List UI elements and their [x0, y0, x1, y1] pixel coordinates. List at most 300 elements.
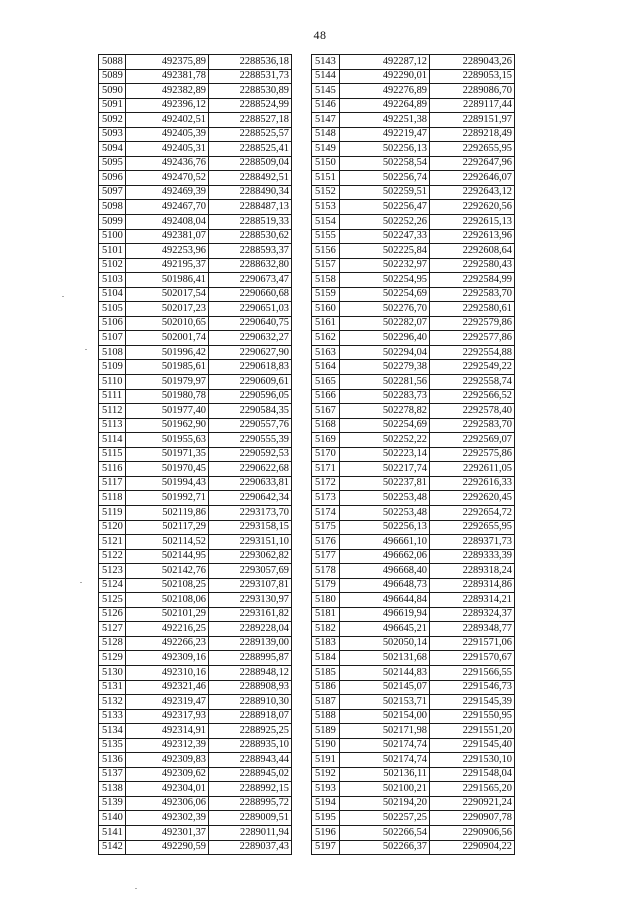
y-coordinate-cell: 2290660,68 [209, 287, 292, 302]
point-number-cell: 5184 [312, 651, 340, 666]
y-coordinate-cell: 2288945,02 [209, 767, 292, 782]
table-row [99, 258, 292, 273]
x-coordinate-cell: 501971,35 [126, 447, 209, 462]
x-coordinate-cell: 501994,43 [126, 476, 209, 491]
x-coordinate-cell: 492408,04 [126, 215, 209, 230]
table-row [312, 665, 515, 680]
x-coordinate-cell: 496648,73 [340, 578, 430, 593]
x-coordinate-cell: 492405,39 [126, 127, 209, 142]
table-row [99, 753, 292, 768]
y-coordinate-cell: 2288531,73 [209, 69, 292, 84]
table-row [312, 767, 515, 782]
point-number-cell: 5176 [312, 535, 340, 550]
x-coordinate-cell: 502117,29 [126, 520, 209, 535]
point-number-cell: 5186 [312, 680, 340, 695]
x-coordinate-cell: 492436,76 [126, 156, 209, 171]
table-row [312, 709, 515, 724]
y-coordinate-cell: 2291566,55 [430, 665, 515, 680]
y-coordinate-cell: 2288935,10 [209, 738, 292, 753]
y-coordinate-cell: 2292613,96 [430, 229, 515, 244]
point-number-cell: 5161 [312, 316, 340, 331]
x-coordinate-cell: 492381,07 [126, 229, 209, 244]
x-coordinate-cell: 501979,97 [126, 375, 209, 390]
point-number-cell: 5156 [312, 244, 340, 259]
table-row [312, 520, 515, 535]
y-coordinate-cell: 2289009,51 [209, 811, 292, 826]
point-number-cell: 5114 [99, 433, 126, 448]
x-coordinate-cell: 502136,11 [340, 767, 430, 782]
table-row [99, 796, 292, 811]
x-coordinate-cell: 492317,93 [126, 709, 209, 724]
x-coordinate-cell: 502237,81 [340, 476, 430, 491]
y-coordinate-cell: 2292584,99 [430, 273, 515, 288]
table-row [99, 505, 292, 520]
table-row [99, 564, 292, 579]
point-number-cell: 5196 [312, 825, 340, 840]
table-row [312, 98, 515, 113]
point-number-cell: 5116 [99, 462, 126, 477]
x-coordinate-cell: 502258,54 [340, 156, 430, 171]
table-row [99, 302, 292, 317]
point-number-cell: 5088 [99, 55, 126, 70]
y-coordinate-cell: 2288530,62 [209, 229, 292, 244]
y-coordinate-cell: 2289139,00 [209, 636, 292, 651]
y-coordinate-cell: 2289324,37 [430, 607, 515, 622]
table-row [99, 593, 292, 608]
point-number-cell: 5115 [99, 447, 126, 462]
point-number-cell: 5171 [312, 462, 340, 477]
point-number-cell: 5145 [312, 84, 340, 99]
point-number-cell: 5166 [312, 389, 340, 404]
y-coordinate-cell: 2290904,22 [430, 840, 515, 855]
point-number-cell: 5149 [312, 142, 340, 157]
table-row [99, 535, 292, 550]
x-coordinate-cell: 502119,86 [126, 505, 209, 520]
point-number-cell: 5092 [99, 113, 126, 128]
x-coordinate-cell: 492216,25 [126, 622, 209, 637]
point-number-cell: 5154 [312, 215, 340, 230]
point-number-cell: 5137 [99, 767, 126, 782]
y-coordinate-cell: 2290592,53 [209, 447, 292, 462]
table-row [99, 680, 292, 695]
x-coordinate-cell: 502001,74 [126, 331, 209, 346]
x-coordinate-cell: 492467,70 [126, 200, 209, 215]
point-number-cell: 5129 [99, 651, 126, 666]
table-row [312, 636, 515, 651]
point-number-cell: 5191 [312, 753, 340, 768]
point-number-cell: 5147 [312, 113, 340, 128]
point-number-cell: 5127 [99, 622, 126, 637]
y-coordinate-cell: 2289053,15 [430, 69, 515, 84]
y-coordinate-cell: 2289371,73 [430, 535, 515, 550]
point-number-cell: 5188 [312, 709, 340, 724]
y-coordinate-cell: 2292620,56 [430, 200, 515, 215]
point-number-cell: 5125 [99, 593, 126, 608]
table-row [312, 840, 515, 855]
point-number-cell: 5197 [312, 840, 340, 855]
y-coordinate-cell: 2292611,05 [430, 462, 515, 477]
y-coordinate-cell: 2289314,21 [430, 593, 515, 608]
table-row [99, 520, 292, 535]
x-coordinate-cell: 501955,63 [126, 433, 209, 448]
x-coordinate-cell: 502266,54 [340, 825, 430, 840]
point-number-cell: 5106 [99, 316, 126, 331]
point-number-cell: 5175 [312, 520, 340, 535]
point-number-cell: 5160 [312, 302, 340, 317]
point-number-cell: 5148 [312, 127, 340, 142]
point-number-cell: 5187 [312, 695, 340, 710]
x-coordinate-cell: 501970,45 [126, 462, 209, 477]
x-coordinate-cell: 492469,39 [126, 185, 209, 200]
table-row [99, 811, 292, 826]
table-row [99, 316, 292, 331]
y-coordinate-cell: 2288487,13 [209, 200, 292, 215]
x-coordinate-cell: 492382,89 [126, 84, 209, 99]
x-coordinate-cell: 502257,25 [340, 811, 430, 826]
y-coordinate-cell: 2289348,77 [430, 622, 515, 637]
y-coordinate-cell: 2293062,82 [209, 549, 292, 564]
table-row [99, 113, 292, 128]
table-row [99, 273, 292, 288]
table-row [312, 331, 515, 346]
point-number-cell: 5090 [99, 84, 126, 99]
table-row [312, 171, 515, 186]
table-row [312, 651, 515, 666]
x-coordinate-cell: 502108,06 [126, 593, 209, 608]
y-coordinate-cell: 2293161,82 [209, 607, 292, 622]
x-coordinate-cell: 496619,94 [340, 607, 430, 622]
x-coordinate-cell: 492253,96 [126, 244, 209, 259]
table-row [312, 549, 515, 564]
point-number-cell: 5101 [99, 244, 126, 259]
table-row [312, 782, 515, 797]
x-coordinate-cell: 496645,21 [340, 622, 430, 637]
point-number-cell: 5185 [312, 665, 340, 680]
y-coordinate-cell: 2292549,22 [430, 360, 515, 375]
y-coordinate-cell: 2290921,24 [430, 796, 515, 811]
table-row [312, 535, 515, 550]
table-row [312, 433, 515, 448]
table-row [99, 447, 292, 462]
table-row [312, 55, 515, 70]
y-coordinate-cell: 2292583,70 [430, 287, 515, 302]
point-number-cell: 5136 [99, 753, 126, 768]
y-coordinate-cell: 2289011,94 [209, 825, 292, 840]
point-number-cell: 5124 [99, 578, 126, 593]
point-number-cell: 5096 [99, 171, 126, 186]
table-row [99, 375, 292, 390]
point-number-cell: 5172 [312, 476, 340, 491]
point-number-cell: 5150 [312, 156, 340, 171]
x-coordinate-cell: 502256,47 [340, 200, 430, 215]
x-coordinate-cell: 492264,89 [340, 98, 430, 113]
point-number-cell: 5117 [99, 476, 126, 491]
point-number-cell: 5158 [312, 273, 340, 288]
table-row [312, 287, 515, 302]
table-row [99, 69, 292, 84]
table-row [312, 607, 515, 622]
y-coordinate-cell: 2291570,67 [430, 651, 515, 666]
table-row [312, 622, 515, 637]
x-coordinate-cell: 502171,98 [340, 724, 430, 739]
table-row [312, 113, 515, 128]
point-number-cell: 5089 [99, 69, 126, 84]
x-coordinate-cell: 502194,20 [340, 796, 430, 811]
table-row [312, 302, 515, 317]
x-coordinate-cell: 492287,12 [340, 55, 430, 70]
x-coordinate-cell: 502252,26 [340, 215, 430, 230]
y-coordinate-cell: 2291530,10 [430, 753, 515, 768]
table-row [312, 273, 515, 288]
point-number-cell: 5182 [312, 622, 340, 637]
y-coordinate-cell: 2289037,43 [209, 840, 292, 855]
scan-speck [85, 349, 87, 350]
y-coordinate-cell: 2288995,87 [209, 651, 292, 666]
x-coordinate-cell: 492309,83 [126, 753, 209, 768]
x-coordinate-cell: 502017,23 [126, 302, 209, 317]
y-coordinate-cell: 2292654,72 [430, 505, 515, 520]
table-row [99, 665, 292, 680]
point-number-cell: 5190 [312, 738, 340, 753]
table-row [312, 156, 515, 171]
x-coordinate-cell: 496661,10 [340, 535, 430, 550]
point-number-cell: 5128 [99, 636, 126, 651]
y-coordinate-cell: 2288992,15 [209, 782, 292, 797]
y-coordinate-cell: 2288908,93 [209, 680, 292, 695]
x-coordinate-cell: 502283,73 [340, 389, 430, 404]
table-row [99, 433, 292, 448]
y-coordinate-cell: 2288995,72 [209, 796, 292, 811]
y-coordinate-cell: 2289333,39 [430, 549, 515, 564]
y-coordinate-cell: 2291550,95 [430, 709, 515, 724]
x-coordinate-cell: 501977,40 [126, 404, 209, 419]
point-number-cell: 5159 [312, 287, 340, 302]
x-coordinate-cell: 502144,83 [340, 665, 430, 680]
x-coordinate-cell: 492314,91 [126, 724, 209, 739]
point-number-cell: 5100 [99, 229, 126, 244]
point-number-cell: 5091 [99, 98, 126, 113]
point-number-cell: 5155 [312, 229, 340, 244]
point-number-cell: 5140 [99, 811, 126, 826]
table-row [312, 316, 515, 331]
table-row [312, 491, 515, 506]
x-coordinate-cell: 502050,14 [340, 636, 430, 651]
y-coordinate-cell: 2289314,86 [430, 578, 515, 593]
y-coordinate-cell: 2293151,10 [209, 535, 292, 550]
table-row [312, 825, 515, 840]
point-number-cell: 5126 [99, 607, 126, 622]
table-row [99, 389, 292, 404]
x-coordinate-cell: 502223,14 [340, 447, 430, 462]
table-row [312, 375, 515, 390]
table-row [99, 651, 292, 666]
point-number-cell: 5167 [312, 404, 340, 419]
y-coordinate-cell: 2288492,51 [209, 171, 292, 186]
x-coordinate-cell: 492319,47 [126, 695, 209, 710]
table-row [99, 695, 292, 710]
y-coordinate-cell: 2292615,13 [430, 215, 515, 230]
y-coordinate-cell: 2290633,81 [209, 476, 292, 491]
point-number-cell: 5104 [99, 287, 126, 302]
x-coordinate-cell: 492276,89 [340, 84, 430, 99]
table-row [312, 360, 515, 375]
table-row [99, 142, 292, 157]
x-coordinate-cell: 502114,52 [126, 535, 209, 550]
table-row [312, 796, 515, 811]
y-coordinate-cell: 2292655,95 [430, 520, 515, 535]
x-coordinate-cell: 492304,01 [126, 782, 209, 797]
y-coordinate-cell: 2291545,39 [430, 695, 515, 710]
y-coordinate-cell: 2293173,70 [209, 505, 292, 520]
table-row [312, 753, 515, 768]
table-row [99, 287, 292, 302]
x-coordinate-cell: 502256,74 [340, 171, 430, 186]
table-row [99, 767, 292, 782]
point-number-cell: 5174 [312, 505, 340, 520]
table-row [99, 622, 292, 637]
x-coordinate-cell: 492266,23 [126, 636, 209, 651]
table-row [99, 491, 292, 506]
point-number-cell: 5122 [99, 549, 126, 564]
x-coordinate-cell: 502174,74 [340, 738, 430, 753]
page-number: 48 [313, 28, 327, 42]
y-coordinate-cell: 2290632,27 [209, 331, 292, 346]
x-coordinate-cell: 492290,59 [126, 840, 209, 855]
y-coordinate-cell: 2288524,99 [209, 98, 292, 113]
point-number-cell: 5141 [99, 825, 126, 840]
scan-speck [62, 296, 64, 297]
point-number-cell: 5107 [99, 331, 126, 346]
y-coordinate-cell: 2293107,81 [209, 578, 292, 593]
coordinates-table-right [311, 54, 515, 855]
table-row [99, 215, 292, 230]
table-row [312, 244, 515, 259]
x-coordinate-cell: 492290,01 [340, 69, 430, 84]
x-coordinate-cell: 492321,46 [126, 680, 209, 695]
y-coordinate-cell: 2291548,04 [430, 767, 515, 782]
table-row [99, 345, 292, 360]
point-number-cell: 5162 [312, 331, 340, 346]
point-number-cell: 5123 [99, 564, 126, 579]
y-coordinate-cell: 2289228,04 [209, 622, 292, 637]
point-number-cell: 5168 [312, 418, 340, 433]
point-number-cell: 5110 [99, 375, 126, 390]
y-coordinate-cell: 2288527,18 [209, 113, 292, 128]
y-coordinate-cell: 2293057,69 [209, 564, 292, 579]
table-row [99, 418, 292, 433]
x-coordinate-cell: 502232,97 [340, 258, 430, 273]
point-number-cell: 5189 [312, 724, 340, 739]
x-coordinate-cell: 502101,29 [126, 607, 209, 622]
y-coordinate-cell: 2289117,44 [430, 98, 515, 113]
point-number-cell: 5134 [99, 724, 126, 739]
table-row [99, 200, 292, 215]
y-coordinate-cell: 2292580,43 [430, 258, 515, 273]
point-number-cell: 5095 [99, 156, 126, 171]
y-coordinate-cell: 2288925,25 [209, 724, 292, 739]
point-number-cell: 5194 [312, 796, 340, 811]
table-row [312, 345, 515, 360]
y-coordinate-cell: 2288910,30 [209, 695, 292, 710]
table-row [99, 738, 292, 753]
y-coordinate-cell: 2291565,20 [430, 782, 515, 797]
coordinates-table-left [98, 54, 292, 855]
point-number-cell: 5113 [99, 418, 126, 433]
table-row [312, 200, 515, 215]
y-coordinate-cell: 2293158,15 [209, 520, 292, 535]
point-number-cell: 5093 [99, 127, 126, 142]
table-row [99, 171, 292, 186]
point-number-cell: 5130 [99, 665, 126, 680]
x-coordinate-cell: 492251,38 [340, 113, 430, 128]
table-row [99, 244, 292, 259]
point-number-cell: 5163 [312, 345, 340, 360]
point-number-cell: 5142 [99, 840, 126, 855]
x-coordinate-cell: 502254,69 [340, 418, 430, 433]
y-coordinate-cell: 2292646,07 [430, 171, 515, 186]
x-coordinate-cell: 492375,89 [126, 55, 209, 70]
x-coordinate-cell: 502100,21 [340, 782, 430, 797]
x-coordinate-cell: 492219,47 [340, 127, 430, 142]
y-coordinate-cell: 2290618,83 [209, 360, 292, 375]
table-row [99, 55, 292, 70]
x-coordinate-cell: 502296,40 [340, 331, 430, 346]
point-number-cell: 5152 [312, 185, 340, 200]
y-coordinate-cell: 2289086,70 [430, 84, 515, 99]
x-coordinate-cell: 502145,07 [340, 680, 430, 695]
y-coordinate-cell: 2291545,40 [430, 738, 515, 753]
table-row [99, 229, 292, 244]
y-coordinate-cell: 2292578,40 [430, 404, 515, 419]
x-coordinate-cell: 501962,90 [126, 418, 209, 433]
point-number-cell: 5099 [99, 215, 126, 230]
y-coordinate-cell: 2292558,74 [430, 375, 515, 390]
y-coordinate-cell: 2288948,12 [209, 665, 292, 680]
point-number-cell: 5153 [312, 200, 340, 215]
table-row [312, 142, 515, 157]
point-number-cell: 5108 [99, 345, 126, 360]
y-coordinate-cell: 2292577,86 [430, 331, 515, 346]
table-row [312, 229, 515, 244]
y-coordinate-cell: 2293130,97 [209, 593, 292, 608]
x-coordinate-cell: 492470,52 [126, 171, 209, 186]
point-number-cell: 5102 [99, 258, 126, 273]
x-coordinate-cell: 492310,16 [126, 665, 209, 680]
table-row [99, 636, 292, 651]
table-row [99, 98, 292, 113]
y-coordinate-cell: 2292566,52 [430, 389, 515, 404]
x-coordinate-cell: 502217,74 [340, 462, 430, 477]
x-coordinate-cell: 502278,82 [340, 404, 430, 419]
x-coordinate-cell: 496668,40 [340, 564, 430, 579]
point-number-cell: 5131 [99, 680, 126, 695]
y-coordinate-cell: 2292655,95 [430, 142, 515, 157]
y-coordinate-cell: 2288593,37 [209, 244, 292, 259]
table-row [312, 578, 515, 593]
y-coordinate-cell: 2288490,34 [209, 185, 292, 200]
table-row [312, 215, 515, 230]
table-row [312, 127, 515, 142]
y-coordinate-cell: 2288943,44 [209, 753, 292, 768]
table-row [99, 84, 292, 99]
x-coordinate-cell: 492402,51 [126, 113, 209, 128]
x-coordinate-cell: 501996,42 [126, 345, 209, 360]
point-number-cell: 5181 [312, 607, 340, 622]
table-row [312, 84, 515, 99]
table-row [312, 389, 515, 404]
y-coordinate-cell: 2292620,45 [430, 491, 515, 506]
x-coordinate-cell: 492302,39 [126, 811, 209, 826]
